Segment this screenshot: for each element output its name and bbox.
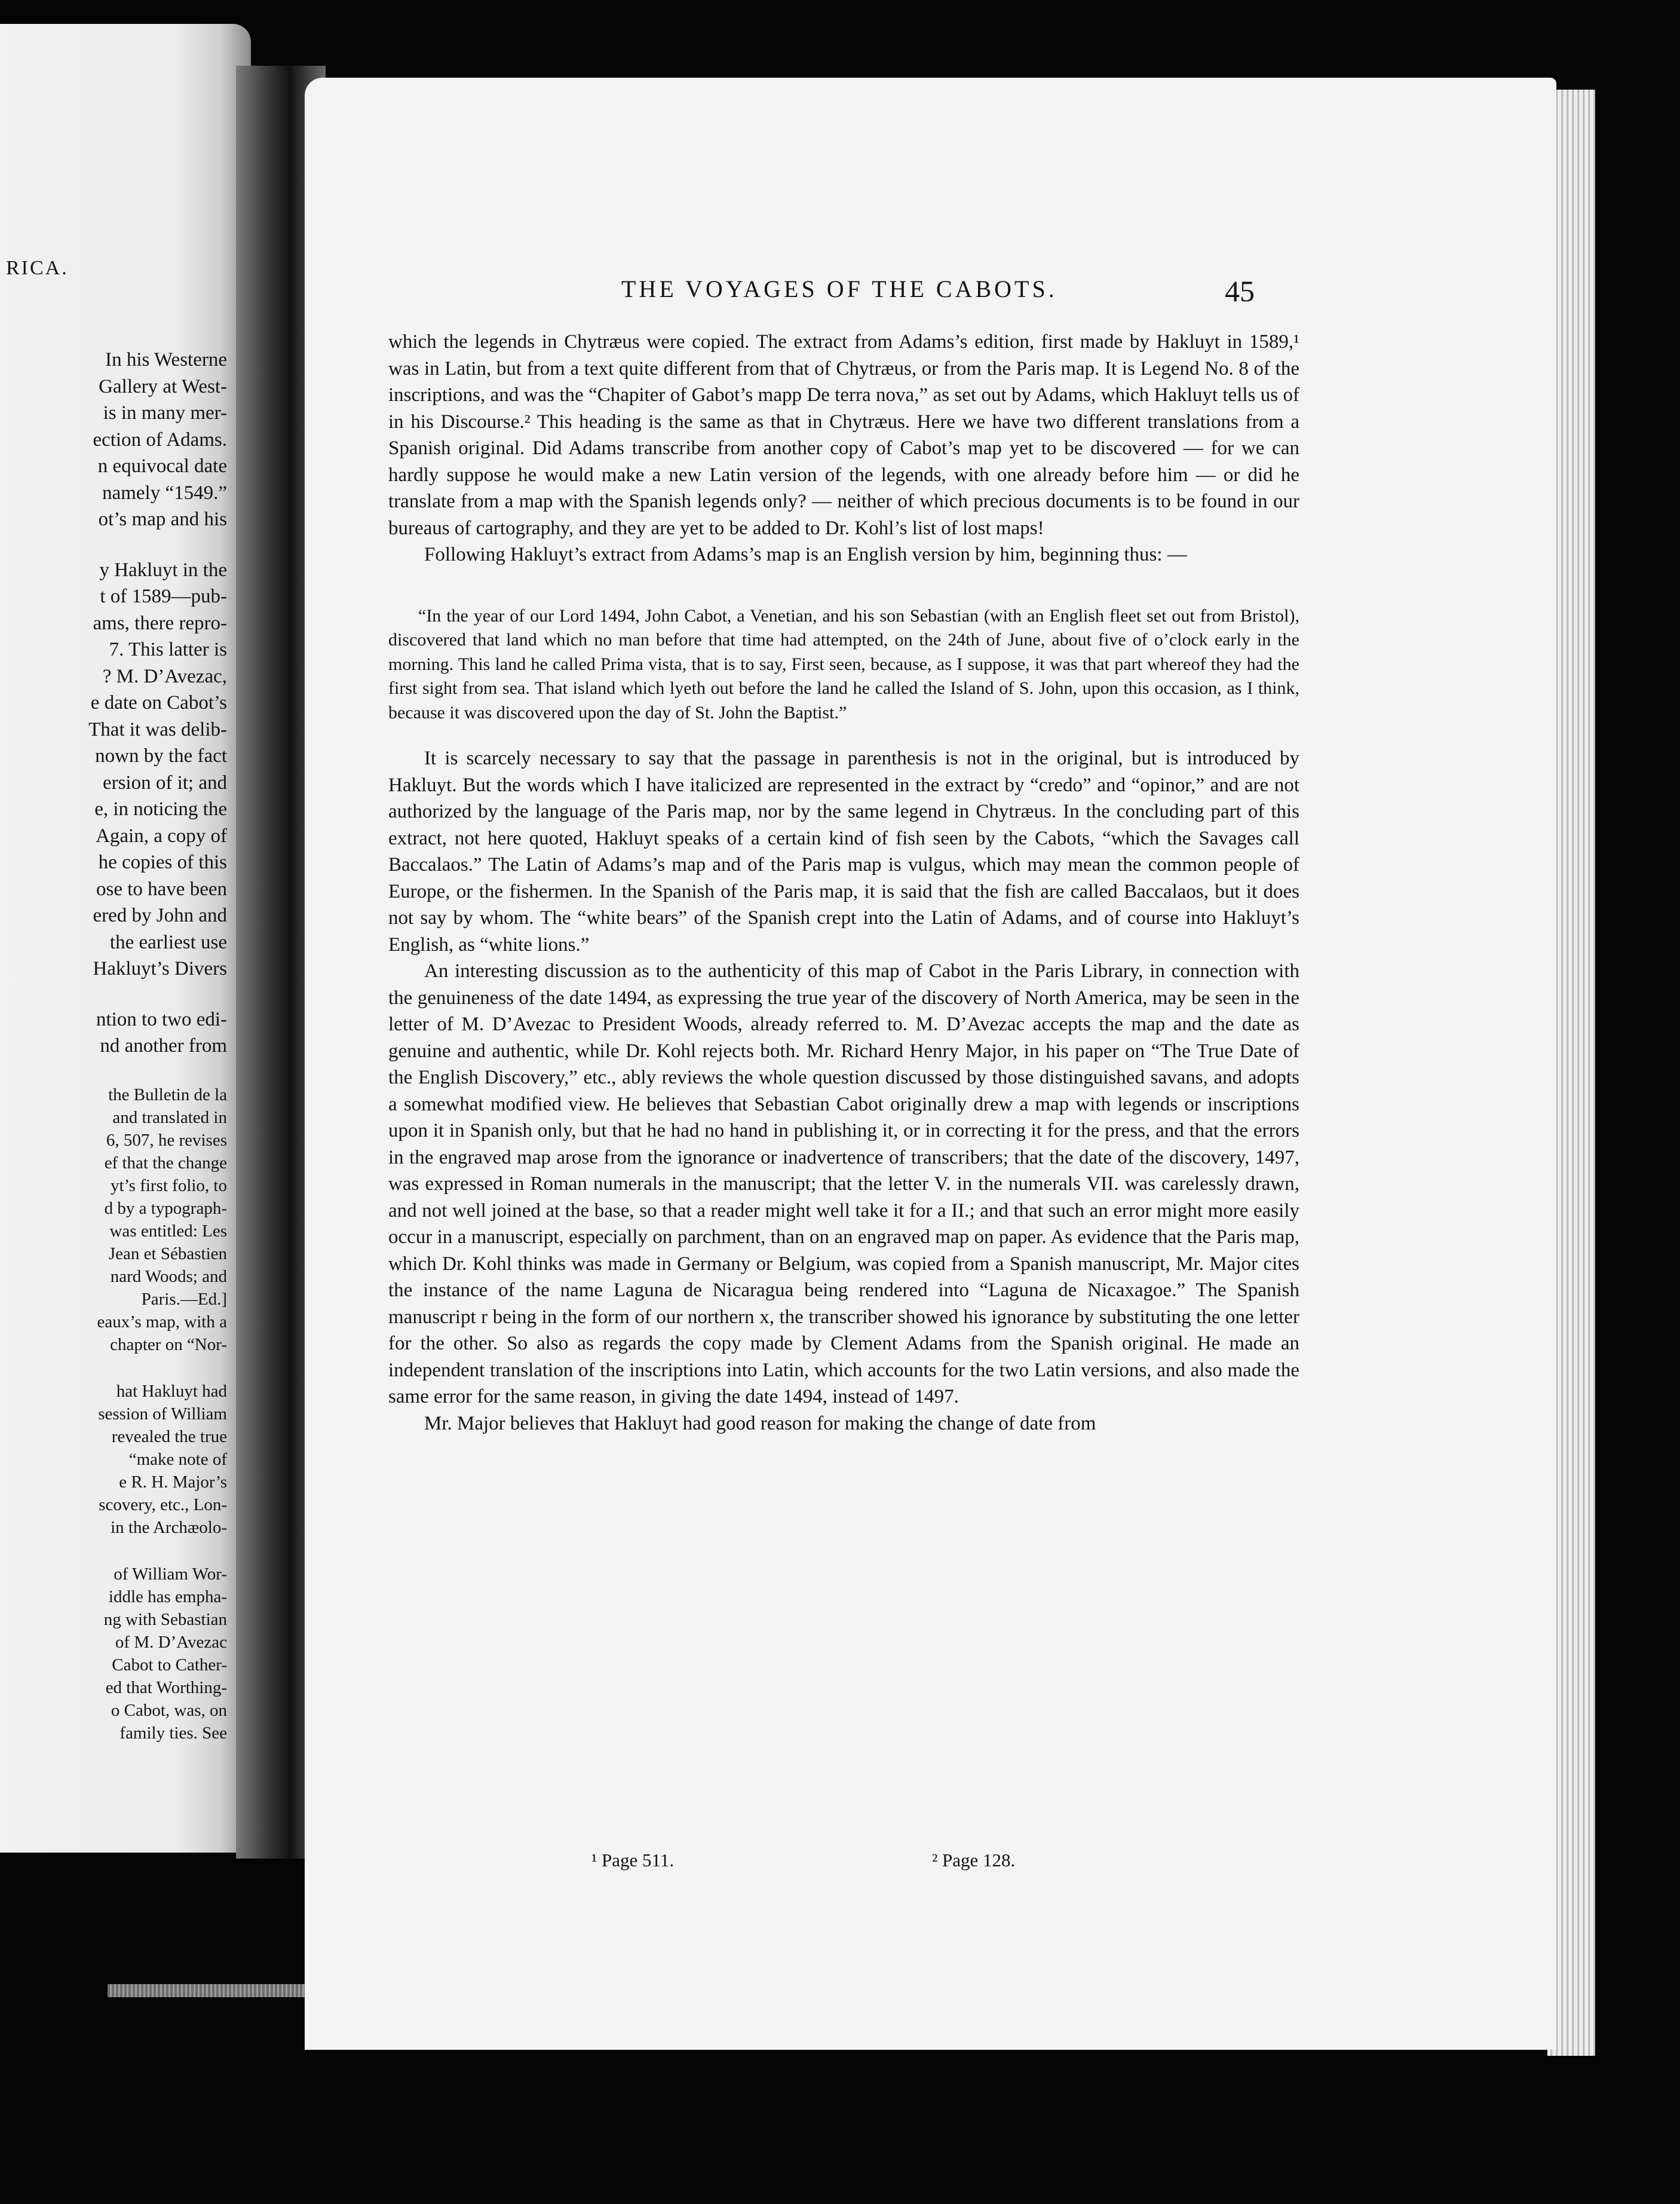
text-line: namely “1549.” xyxy=(102,482,227,504)
text-line: 6, 507, he revises xyxy=(106,1130,227,1150)
paragraph: An interesting discussion as to the authenticity of this map of Cabot in the Paris Library, in connection with the genuineness of the date 1494, as expressing the true year of the discovery of North America, may be seen in the letter of M. D’Avezac to President Woods, already referred to. M. D’Avezac accepts the map and the date as genuine and authentic, while Dr. Kohl rejects both. Mr. Richard Henry Major, in his paper on “The True Date of the English Discovery,” etc., ably reviews the whole question discussed by those distinguished savans, and adopts a somewhat modified view. He believes that Sebastian Cabot originally drew a map with legends or inscriptions upon it in Spanish only, but that he had no hand in publishing it, or in correcting it for the press, and that the errors in the engraved map arose from the ignorance or inadvertence of transcribers; that the date of the discovery, 1497, was expressed in Roman numerals in the manuscript; that the letter V. in the numerals VII. was carelessly drawn, and not well joined at the base, so that a reader might well take it for a II.; and that such an error might more easily occur in a manuscript, especially on parchment, than on an engraved map on paper. As evidence that the Paris map, which Dr. Kohl thinks was made in Germany or Belgium, was copied from a Spanish manuscript, Mr. Major cites the instance of the name Laguna de Nicaragua being rendered into “Laguna de Nicaxagoe.” The Spanish manuscript r being in the form of our northern x, the transcriber showed his ignorance by substituting the one letter for the other. So also as regards the copy made by Clement Adams from the Spanish original. He made an independent translation of the inscriptions into Latin, which accounts for the two Latin versions, and also made the same error for the same reason, in giving the date 1494, instead of 1497. xyxy=(388,960,1299,1407)
text-line: nown by the fact xyxy=(95,745,227,767)
paragraph: which the legends in Chytræus were copied. The extract from Adams’s edition, first made by Hakluyt in 1589,¹ was in Latin, but from a text quite different from that of Chytræus, or from the Paris map. It is Legend No. 8 of the inscriptions, and was the “Chapiter of Gabot’s mapp De terra nova,” as set out by Adams, which Hakluyt tells us of in his Discourse.² This heading is the same as that in Chytræus. Here we have two different translations from a Spanish original. Did Adams transcribe from another copy of Cabot’s map yet to be discovered — for we can hardly suppose he would make a new Latin version of the legends, with one already before him — or did he translate from a map with the Spanish legends only? — neither of which precious documents is to be found in our bureaus of cartography, and they are yet to be added to Dr. Kohl’s list of lost maps! xyxy=(388,331,1299,539)
footnote: ¹ Page 511. xyxy=(591,1850,675,1871)
line-gap xyxy=(0,1060,227,1083)
text-line: of M. D’Avezac xyxy=(115,1632,227,1652)
text-line: the earliest use xyxy=(109,931,227,953)
text-line: ose to have been xyxy=(96,878,227,900)
text-line: Hakluyt’s Divers xyxy=(93,958,227,979)
text-line: ersion of it; and xyxy=(102,772,227,794)
line-gap xyxy=(0,982,227,1006)
text-line: was entitled: Les xyxy=(109,1221,227,1241)
body-text xyxy=(388,329,1299,1437)
text-line: in the Archæolo- xyxy=(111,1517,227,1537)
text-line: ot’s map and his xyxy=(98,509,227,530)
block-quote: “In the year of our Lord 1494, John Cabot, a Venetian, and his son Sebastian (with an English fleet set out from Bristol), discovered that land which no man before that time had attempted, on the 24th of June, about five of o’clock early in the morning. This land he called Prima vista, that is to say, First seen, because, as I suppose, it was that part whereof they had the first sight from sea. That island which lyeth out before the land he called the Island of S. John, upon this occasion, as I think, because it was discovered upon the day of St. John the Baptist.” xyxy=(388,605,1299,723)
paragraph: Mr. Major believes that Hakluyt had good reason for making the change of date from xyxy=(424,1412,1096,1434)
text-line: “make note of xyxy=(128,1449,227,1469)
text-line: o Cabot, was, on xyxy=(111,1700,227,1720)
text-line: ng with Sebastian xyxy=(103,1609,227,1629)
line-gap xyxy=(0,533,227,557)
text-line: is in many mer- xyxy=(103,402,227,424)
text-line: d by a typograph- xyxy=(104,1198,227,1218)
left-page-text xyxy=(0,347,227,1744)
text-line: of William Wor- xyxy=(114,1564,227,1584)
paragraph: It is scarcely necessary to say that the passage in parenthesis is not in the original, but is introduced by Hakluyt. But the words which I have italicized are represented in the extract by “credo” and “opinor,” and are not authorized by the language of the Paris map, nor by the same legend in Chytræus. In the concluding part of this extract, not here quoted, Hakluyt speaks of a certain kind of fish seen by the Cabots, “which the Savages call Baccalaos.” The Latin of Adams’s map and of the Paris map is vulgus, which may mean the common people of Europe, or the fishermen. In the Spanish of the Paris map, it is said that the fish are called Baccalaos, but it does not say by whom. The “white bears” of the Spanish crept into the Latin of Adams, and of course into Hakluyt’s English, as “white lions.” xyxy=(388,748,1299,956)
text-line: revealed the true xyxy=(111,1427,227,1446)
text-line: ams, there repro- xyxy=(93,612,227,634)
text-line: iddle has empha- xyxy=(108,1587,227,1606)
text-line: 7. This latter is xyxy=(109,639,227,660)
page-number: 45 xyxy=(1225,274,1255,308)
previous-page xyxy=(0,24,251,1853)
text-line: e date on Cabot’s xyxy=(90,692,227,714)
text-line: In his Westerne xyxy=(105,349,227,371)
text-line: chapter on “Nor- xyxy=(110,1334,227,1354)
line-gap xyxy=(0,1356,227,1380)
text-line: Gallery at West- xyxy=(99,375,227,397)
text-line: ? M. D’Avezac, xyxy=(102,665,227,687)
text-line: Paris.—Ed.] xyxy=(141,1289,227,1309)
paragraph: Following Hakluyt’s extract from Adams’s map is an English version by him, beginning thus: — xyxy=(424,544,1187,565)
text-line: ection of Adams. xyxy=(93,428,227,451)
text-line: e R. H. Major’s xyxy=(119,1472,227,1492)
text-line: family ties. See xyxy=(119,1723,227,1743)
text-line: t of 1589—pub- xyxy=(100,586,227,607)
text-line: ef that the change xyxy=(104,1153,227,1173)
running-head: THE VOYAGES OF THE CABOTS. xyxy=(621,276,1057,302)
text-line: Again, a copy of xyxy=(96,825,227,847)
text-line: eaux’s map, with a xyxy=(97,1312,227,1331)
line-gap xyxy=(0,1539,227,1563)
text-line: and translated in xyxy=(112,1107,227,1127)
text-line: session of William xyxy=(98,1404,227,1424)
text-line: n equivocal date xyxy=(97,455,227,477)
text-line: nard Woods; and xyxy=(110,1266,227,1286)
left-running-head: RICA. xyxy=(6,257,69,279)
text-line: ered by John and xyxy=(93,905,227,926)
text-line: nd another from xyxy=(100,1035,227,1057)
text-line: he copies of this xyxy=(98,852,227,873)
text-line: Cabot to Cather- xyxy=(112,1655,227,1675)
text-line: e, in noticing the xyxy=(94,798,227,820)
text-line: That it was delib- xyxy=(88,718,227,740)
text-line: ntion to two edi- xyxy=(96,1008,227,1030)
text-line: ed that Worthing- xyxy=(105,1678,227,1697)
current-page xyxy=(305,78,1556,2050)
text-line: yt’s first folio, to xyxy=(111,1176,227,1195)
text-line: the Bulletin de la xyxy=(108,1085,227,1104)
text-line: y Hakluyt in the xyxy=(99,559,227,581)
footnote: ² Page 128. xyxy=(932,1850,1016,1871)
text-line: hat Hakluyt had xyxy=(116,1381,227,1401)
text-line: scovery, etc., Lon- xyxy=(99,1495,227,1514)
text-line: Jean et Sébastien xyxy=(108,1244,227,1263)
